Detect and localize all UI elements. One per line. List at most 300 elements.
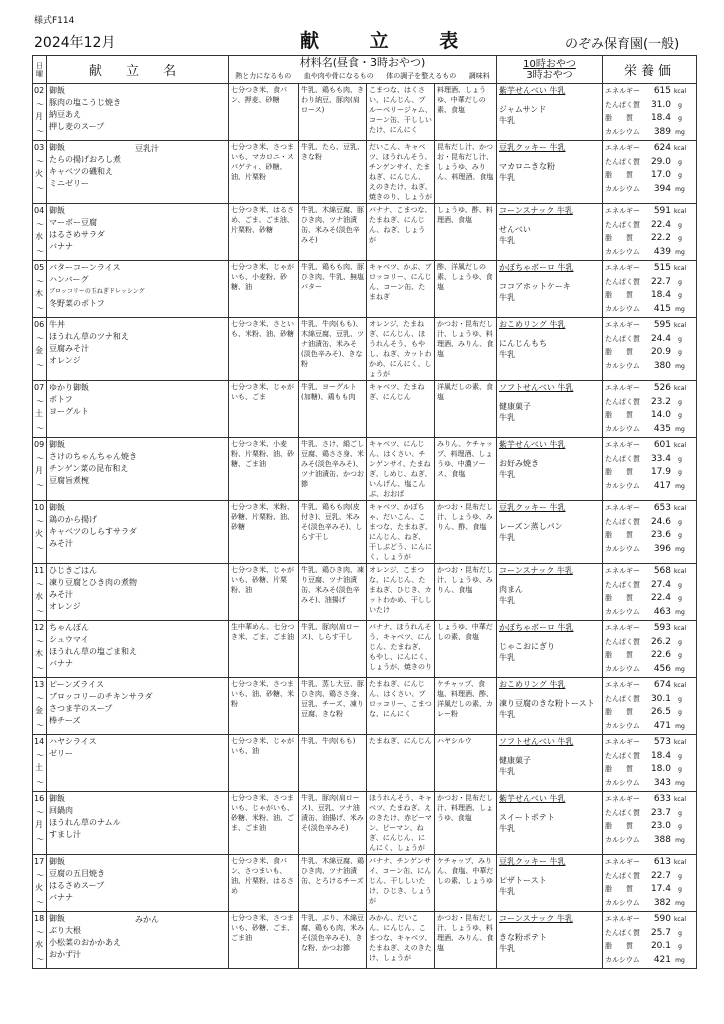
nutrient-unit: kcal <box>673 505 687 512</box>
menu-table <box>32 55 697 969</box>
nutrient-value: 396 <box>653 543 671 554</box>
nutrient-unit: kcal <box>673 88 687 95</box>
nutrition-cell <box>603 678 697 735</box>
nutrient-value: 394 <box>653 183 671 194</box>
nutrient-value: 593 <box>653 623 671 633</box>
nutrient-fat <box>605 232 694 246</box>
date-cell <box>33 792 47 855</box>
body-foods: 牛乳、ぶり、木綿豆腐、鶏もも肉、米みそ(淡色辛みそ)、きな粉、かつお節 <box>299 912 367 969</box>
nutrient-unit: g <box>678 929 682 937</box>
nutrient-protein <box>605 750 694 764</box>
snack-cell <box>497 735 603 792</box>
nutrient-label: たんぱく質 <box>605 808 640 817</box>
afternoon-snack: 牛乳 <box>499 710 515 719</box>
nutrient-value: 31.0 <box>650 99 671 110</box>
nutrient-calcium <box>605 183 694 197</box>
weekday: 水 <box>35 232 43 241</box>
date-cell <box>33 735 47 792</box>
nutrient-label: エネルギー <box>605 207 640 215</box>
dish-name: すまし汁 <box>49 830 81 839</box>
nutrient-label: カルシウム <box>605 481 640 490</box>
morning-snack: コーンスナック 牛乳 <box>499 914 573 923</box>
date-number: 14 <box>34 737 45 746</box>
nutrient-label: カルシウム <box>605 424 640 433</box>
nutrient-unit: g <box>678 335 682 343</box>
afternoon-snack: 健康菓子 <box>499 402 531 411</box>
date-cell <box>33 318 47 381</box>
nutrient-fat <box>605 466 694 480</box>
seasonings: しょうゆ、中華だしの素、食塩 <box>435 621 497 678</box>
tilde-mark: ～ <box>36 220 44 229</box>
nutrient-protein <box>605 927 694 941</box>
nutrient-value: 389 <box>653 126 671 137</box>
nutrient-label: 脂 質 <box>605 822 633 830</box>
dish-name: ぶり大根 <box>49 926 81 935</box>
nutrient-value: 674 <box>653 680 671 690</box>
energy-foods: 七分つき米、はるさめ、ごま、ごま油、片栗粉、砂糖 <box>229 204 299 261</box>
dish-name: 御飯 <box>49 914 65 923</box>
dish-name: バターコーンライス <box>49 263 121 272</box>
nutrient-energy <box>605 565 694 579</box>
nutrient-unit: g <box>678 292 682 299</box>
condition-foods: ほうれんそう、キャベツ、たまねぎ、えのきたけ、赤ピーマン、ピーマン、ねぎ、にんじん、にんにく、しょうが <box>367 792 435 855</box>
tilde-mark: ～ <box>36 898 44 907</box>
condition-foods: たまねぎ、にんじん、はくさい、ブロッコリー、こまつな、にんにく <box>367 678 435 735</box>
nutrient-unit: g <box>678 518 682 526</box>
tilde-mark: ～ <box>36 277 44 286</box>
weekday: 月 <box>35 466 43 475</box>
nutrient-unit: g <box>678 886 682 893</box>
dish-name: 鶏のから揚げ <box>49 515 97 524</box>
afternoon-snack: 牛乳 <box>499 596 515 605</box>
date-number: 07 <box>34 383 45 392</box>
nutrient-value: 25.7 <box>650 927 671 938</box>
nutrient-unit: mg <box>675 899 685 907</box>
nutrient-energy <box>605 142 694 156</box>
nutrient-label: 脂 質 <box>605 291 633 299</box>
tilde-mark: ～ <box>36 694 44 703</box>
menu-day-row <box>33 381 697 438</box>
afternoon-snack: ピザトースト <box>499 876 547 885</box>
tilde-mark: ～ <box>36 454 44 463</box>
date-number: 11 <box>34 566 45 575</box>
nutrient-calcium <box>605 897 694 911</box>
nutrition-cell <box>603 141 697 204</box>
nutrient-value: 568 <box>653 566 671 576</box>
nutrient-energy <box>605 502 694 516</box>
dish-extra: 豆乳汁 <box>135 144 159 153</box>
weekday: 水 <box>35 940 43 949</box>
afternoon-snack: ジャムサンド <box>499 105 547 114</box>
dish-name: ほうれん草のツナ和え <box>49 332 129 341</box>
nutrient-fat <box>605 592 694 606</box>
nutrient-label: たんぱく質 <box>605 220 640 229</box>
dish-name: マーボー豆腐 <box>49 218 97 227</box>
afternoon-snack: にんじんもち <box>499 339 547 348</box>
dish-name: ほうれん草のナムル <box>49 818 121 827</box>
dish-name: 小松菜のおかかあえ <box>49 938 121 947</box>
nutrient-fat <box>605 409 694 423</box>
tilde-mark: ～ <box>36 127 44 136</box>
nutrient-value: 388 <box>653 834 671 845</box>
nutrient-unit: mg <box>675 836 685 844</box>
nutrient-value: 17.9 <box>650 467 671 477</box>
nutrient-energy <box>605 382 694 396</box>
nutrient-unit: g <box>678 766 682 773</box>
nutrient-label: カルシウム <box>605 544 640 553</box>
weekday: 火 <box>35 529 43 538</box>
afternoon-snack: 肉まん <box>499 585 523 594</box>
nutrient-label: エネルギー <box>605 624 640 632</box>
dish-name: 御飯 <box>49 143 65 152</box>
date-cell <box>33 678 47 735</box>
form-code: 様式F114 <box>34 16 75 26</box>
body-foods: 牛乳、鶏もも肉、豚ひき肉、牛乳、無塩バター <box>299 261 367 318</box>
dish-cell <box>47 621 229 678</box>
nutrient-value: 613 <box>653 857 671 867</box>
nutrient-label: 脂 質 <box>605 411 633 419</box>
seasonings: ハヤシルウ <box>435 735 497 792</box>
date-cell <box>33 261 47 318</box>
dish-name: ミニゼリー <box>49 179 89 188</box>
nutrient-label: エネルギー <box>605 321 640 329</box>
dish-name: 御飯 <box>49 857 65 866</box>
nutrient-value: 456 <box>653 663 671 674</box>
nutrient-label: カルシウム <box>605 184 640 193</box>
nutrient-protein <box>605 693 694 707</box>
tilde-mark: ～ <box>36 808 44 817</box>
snack-cell <box>497 501 603 564</box>
snack-cell <box>497 855 603 912</box>
nutrient-unit: kcal <box>673 265 687 272</box>
nutrient-unit: g <box>678 235 682 242</box>
dish-cell <box>47 261 229 318</box>
nutrient-calcium <box>605 246 694 260</box>
energy-foods: 七分つき米、さつまいも、マカロニ・スパゲティ、砂糖、油、片栗粉 <box>229 141 299 204</box>
nutrient-label: カルシウム <box>605 898 640 907</box>
tilde-mark: ～ <box>36 928 44 937</box>
morning-snack: ソフトせんべい 牛乳 <box>499 737 574 746</box>
nutrient-label: たんぱく質 <box>605 454 640 463</box>
dish-name: 棒チーズ <box>49 716 81 725</box>
nutrient-unit: kcal <box>673 859 687 866</box>
nutrient-value: 22.7 <box>650 870 671 881</box>
nutrient-label: 脂 質 <box>605 171 633 179</box>
nutrient-unit: mg <box>675 482 685 490</box>
dish-header: 献 立 名 <box>47 56 229 84</box>
dish-name: バナナ <box>49 893 73 902</box>
afternoon-snack: 牛乳 <box>499 767 515 776</box>
nutrient-energy <box>605 856 694 870</box>
tilde-mark: ～ <box>36 481 44 490</box>
nutrient-label: 脂 質 <box>605 531 633 539</box>
nutrient-fat <box>605 883 694 897</box>
nutrient-fat <box>605 289 694 303</box>
energy-foods: 七分つき米、さつまいも、砂糖、ごま、ごま油 <box>229 912 299 969</box>
nutrient-fat <box>605 169 694 183</box>
nutrient-label: たんぱく質 <box>605 334 640 343</box>
date-number: 06 <box>34 320 45 329</box>
nutrient-value: 343 <box>653 777 671 788</box>
nutrition-cell <box>603 855 697 912</box>
nutrient-label: カルシウム <box>605 127 640 136</box>
nutrient-unit: kcal <box>673 916 687 923</box>
seasonings: みりん、ケチャップ、料理酒、しょうゆ、中濃ソース、食塩 <box>435 438 497 501</box>
date-number: 02 <box>34 86 45 95</box>
nutrition-cell <box>603 261 697 318</box>
dish-name: 御飯 <box>49 794 65 803</box>
condition-foods: キャベツ、たまねぎ、にんじん <box>367 381 435 438</box>
nutrient-unit: g <box>678 809 682 817</box>
nutrient-unit: mg <box>675 128 685 136</box>
menu-day-row <box>33 141 697 204</box>
nutrient-value: 18.4 <box>650 750 671 761</box>
nutrient-label: 脂 質 <box>605 114 633 122</box>
menu-day-row <box>33 735 697 792</box>
nutrient-unit: g <box>678 412 682 419</box>
dish-name: おかず汁 <box>49 950 81 959</box>
condition-foods: だいこん、キャベツ、ほうれんそう、チンゲンサイ、たまねぎ、にんじん、えのきたけ、ねぎ、焼きのり、しょうが <box>367 141 435 204</box>
nutrient-value: 20.9 <box>650 347 671 357</box>
nutrient-calcium <box>605 126 694 140</box>
seasonings: かつお・昆布だし汁、しょうゆ、料理酒、みりん、食塩 <box>435 318 497 381</box>
nutrition-cell <box>603 84 697 141</box>
dish-name: ハンバーグ <box>49 275 89 284</box>
body-foods: 牛乳、豚肉(肩ロース)、豆乳、ツナ油漬缶、油揚げ、米みそ(淡色辛みそ) <box>299 792 367 855</box>
nutrient-value: 17.4 <box>650 884 671 894</box>
nutrient-protein <box>605 636 694 650</box>
nutrient-calcium <box>605 834 694 848</box>
nutrient-label: エネルギー <box>605 738 640 746</box>
nutrient-value: 24.6 <box>650 516 671 527</box>
nutrient-energy <box>605 319 694 333</box>
nutrition-cell <box>603 735 697 792</box>
dish-name: ピーンズライス <box>49 680 104 689</box>
nutrient-label: たんぱく質 <box>605 517 640 526</box>
nutrient-calcium <box>605 954 694 968</box>
afternoon-snack: ココアホットケーキ <box>499 282 571 291</box>
nutrient-protein <box>605 219 694 233</box>
nutrient-unit: kcal <box>673 682 687 689</box>
dish-cell <box>47 204 229 261</box>
date-cell <box>33 141 47 204</box>
body-foods: 牛乳、鶏もも肉(皮付き)、豆乳、米みそ(淡色辛みそ)、しらす干し <box>299 501 367 564</box>
snack-cell <box>497 564 603 621</box>
date-number: 10 <box>34 503 45 512</box>
date-number: 16 <box>34 794 45 803</box>
nutrient-calcium <box>605 543 694 557</box>
tilde-mark: ～ <box>36 304 44 313</box>
weekday: 木 <box>35 289 43 298</box>
nutrient-label: たんぱく質 <box>605 694 640 703</box>
nutrient-value: 22.4 <box>650 593 671 603</box>
nutrient-label: 脂 質 <box>605 708 633 716</box>
afternoon-snack: お好み焼き <box>499 459 539 468</box>
nutrient-label: エネルギー <box>605 795 640 803</box>
nutrient-value: 417 <box>653 480 671 491</box>
nutrient-label: たんぱく質 <box>605 157 640 166</box>
nutrient-unit: kcal <box>673 385 687 392</box>
dish-cell <box>47 855 229 912</box>
nutrient-value: 382 <box>653 897 671 908</box>
date-number: 12 <box>34 623 45 632</box>
snack-cell <box>497 318 603 381</box>
menu-day-row <box>33 855 697 912</box>
nutrient-energy <box>605 262 694 276</box>
nutrient-unit: kcal <box>673 796 687 803</box>
nutrition-cell <box>603 318 697 381</box>
date-number: 17 <box>34 857 45 866</box>
dish-cell <box>47 381 229 438</box>
subheader-seasoning: 調味料 <box>468 72 490 80</box>
nutrient-fat <box>605 112 694 126</box>
snack-cell <box>497 678 603 735</box>
afternoon-snack: せんべい <box>499 225 531 234</box>
nutrient-unit: kcal <box>673 625 687 632</box>
nutrient-protein <box>605 333 694 347</box>
nutrient-unit: mg <box>675 248 685 256</box>
seasonings: かつお・昆布だし汁、しょうゆ、料理酒、みりん、食塩 <box>435 912 497 969</box>
snack-cell <box>497 84 603 141</box>
nutrient-unit: mg <box>675 185 685 193</box>
date-cell <box>33 84 47 141</box>
nutrient-energy <box>605 439 694 453</box>
subheader-condition: 体の調子を整えるもの <box>386 72 457 80</box>
nutrient-unit: g <box>678 709 682 716</box>
dish-name: ひじきごはん <box>49 566 97 575</box>
nutrient-energy <box>605 793 694 807</box>
nutrient-protein <box>605 870 694 884</box>
tilde-mark: ～ <box>36 871 44 880</box>
nutrient-protein <box>605 453 694 467</box>
dish-name: 豆腐みそ汁 <box>49 344 89 353</box>
nutrient-label: エネルギー <box>605 144 640 152</box>
tilde-mark: ～ <box>36 184 44 193</box>
afternoon-snack: 牛乳 <box>499 887 515 896</box>
nutrient-label: たんぱく質 <box>605 751 640 760</box>
nutrient-value: 435 <box>653 423 671 434</box>
nutrient-unit: mg <box>675 362 685 370</box>
morning-snack: コーンスナック 牛乳 <box>499 206 573 215</box>
nutrient-value: 601 <box>653 440 671 450</box>
dish-name: たらの揚げおろし煮 <box>49 155 121 164</box>
dish-name: ブロッコリーの玉ねぎドレッシング <box>49 288 145 295</box>
morning-snack: かぼちゃボーロ 牛乳 <box>499 263 574 272</box>
dish-name: 豆腐の五目焼き <box>49 869 105 878</box>
nutrient-calcium <box>605 303 694 317</box>
body-foods: 牛乳、ヨーグルト(加糖)、鶏もも肉 <box>299 381 367 438</box>
nutrient-unit: kcal <box>673 322 687 329</box>
dish-name: 冬野菜のポトフ <box>49 299 105 308</box>
nutrient-protein <box>605 807 694 821</box>
seasonings: ケチャップ、食塩、料理酒、酢、洋風だしの素、カレー粉 <box>435 678 497 735</box>
menu-day-row <box>33 261 697 318</box>
nutrient-protein <box>605 99 694 113</box>
nutrient-fat <box>605 529 694 543</box>
date-cell <box>33 564 47 621</box>
nutrient-unit: g <box>678 695 682 703</box>
menu-day-row <box>33 84 697 141</box>
nutrient-fat <box>605 820 694 834</box>
nutrient-unit: kcal <box>673 145 687 152</box>
dish-name: ちゃんぽん <box>49 623 89 632</box>
morning-snack: 紫芋せんべい 牛乳 <box>499 794 566 803</box>
month-label: 2024年12月 <box>34 35 116 51</box>
dish-cell <box>47 792 229 855</box>
nutrient-value: 573 <box>653 737 671 747</box>
weekday: 月 <box>35 112 43 121</box>
tilde-mark: ～ <box>36 247 44 256</box>
nutrition-cell <box>603 621 697 678</box>
nutrient-label: エネルギー <box>605 87 640 95</box>
dish-name: みそ汁 <box>49 539 73 548</box>
afternoon-snack: 牛乳 <box>499 350 515 359</box>
snack-cell <box>497 204 603 261</box>
nutrient-value: 22.7 <box>650 276 671 287</box>
nutrient-label: カルシウム <box>605 835 640 844</box>
nutrient-unit: g <box>678 581 682 589</box>
energy-foods: 七分つき米、食パン、さつまいも、油、片栗粉、はるさめ <box>229 855 299 912</box>
nutrition-cell <box>603 792 697 855</box>
tilde-mark: ～ <box>36 778 44 787</box>
weekday: 土 <box>35 763 43 772</box>
nutrient-value: 26.2 <box>650 636 671 647</box>
nutrient-label: エネルギー <box>605 441 640 449</box>
menu-day-row <box>33 792 697 855</box>
nutrient-fat <box>605 706 694 720</box>
seasonings: 酢、洋風だしの素、しょうゆ、食塩 <box>435 261 497 318</box>
dish-cell <box>47 501 229 564</box>
nutrient-label: カルシウム <box>605 361 640 370</box>
nutrient-unit: g <box>678 652 682 659</box>
nutrient-unit: g <box>678 943 682 950</box>
dish-name: ほうれん草の塩ごま和え <box>49 647 137 656</box>
morning-snack: おこめリング 牛乳 <box>499 680 566 689</box>
afternoon-snack: レーズン蒸しパン <box>499 522 563 531</box>
nutrient-unit: mg <box>675 956 685 964</box>
weekday: 火 <box>35 883 43 892</box>
nutrient-label: 脂 質 <box>605 765 633 773</box>
menu-day-row <box>33 564 697 621</box>
nutrient-value: 23.7 <box>650 807 671 818</box>
weekday: 水 <box>35 592 43 601</box>
energy-foods: 七分つき米、さつまいも、油、砂糖、米粉 <box>229 678 299 735</box>
afternoon-snack: 牛乳 <box>499 653 515 662</box>
weekday: 金 <box>35 346 43 355</box>
morning-snack: ソフトせんべい 牛乳 <box>499 383 574 392</box>
nutrient-unit: kcal <box>673 208 687 215</box>
energy-foods: 七分つき米、さつまいも、じゃがいも、砂糖、米粉、油、ごま、ごま油 <box>229 792 299 855</box>
nutrient-label: エネルギー <box>605 681 640 689</box>
nutrient-label: たんぱく質 <box>605 100 640 109</box>
weekday: 土 <box>35 409 43 418</box>
nutrition-cell <box>603 381 697 438</box>
energy-foods: 七分つき米、小麦粉、片栗粉、油、砂糖、ごま油 <box>229 438 299 501</box>
nutrient-unit: mg <box>675 665 685 673</box>
nutrient-value: 615 <box>653 86 671 96</box>
body-foods: 牛乳、木綿豆腐、豚ひき肉、ツナ油漬缶、米みそ(淡色辛みそ) <box>299 204 367 261</box>
snack-cell <box>497 438 603 501</box>
afternoon-snack: スイートポテト <box>499 813 555 822</box>
nutrient-value: 653 <box>653 503 671 513</box>
dish-name: 凍り豆腐とひき肉の煮物 <box>49 578 137 587</box>
nutrient-label: エネルギー <box>605 567 640 575</box>
nutrient-unit: kcal <box>673 739 687 746</box>
nutrient-unit: g <box>678 398 682 406</box>
nutrient-calcium <box>605 423 694 437</box>
afternoon-snack: 牛乳 <box>499 173 515 182</box>
energy-foods: 生中華めん、七分つき米、ごま、ごま油 <box>229 621 299 678</box>
